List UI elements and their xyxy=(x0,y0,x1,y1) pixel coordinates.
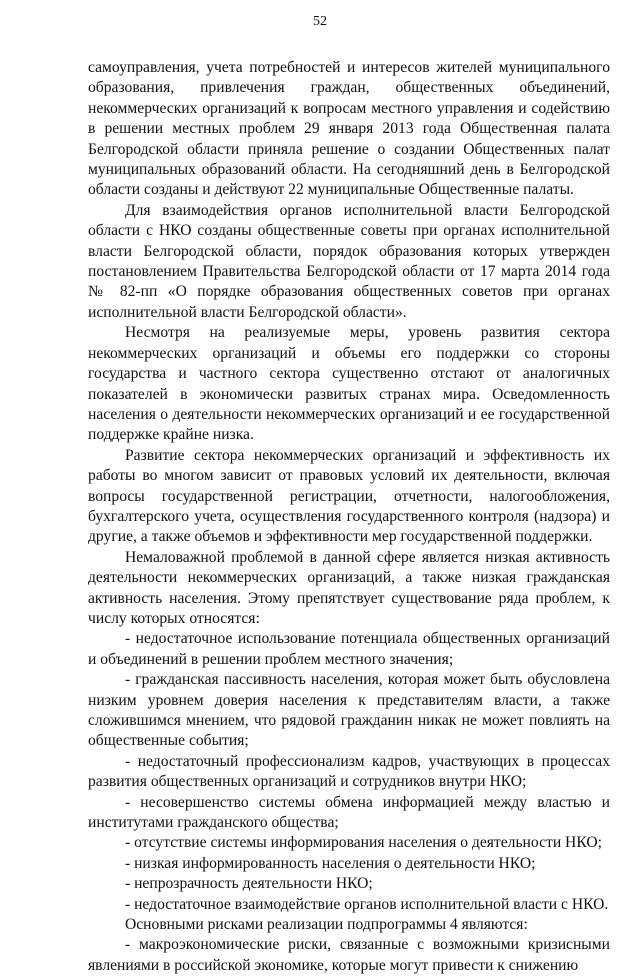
paragraph: самоуправления, учета потребностей и интересов жителей муниципального образования, привлечения граждан, общественных объединений, некоммерческих организаций к вопросам местного управления и содействию в решении местных проблем 29 января 2013 года Общественная палата Белгородской области приняла решение о создании Общественных палат муниципальных образований области. На сегодняшний день в Белгородской области созданы и действуют 22 муниципальные Общественные палаты. xyxy=(88,59,610,199)
paragraph: Немаловажной проблемой в данной сфере является низкая активность деятельности некоммерческих организаций, а также низкая гражданская активность населения. Этому препятствует существование ряда проблем, к числу которых относятся: xyxy=(88,548,610,627)
list-item: - недостаточное взаимодействие органов исполнительной власти с НКО. xyxy=(125,895,609,913)
paragraph: Для взаимодействия органов исполнительной власти Белгородской области с НКО созданы общественные советы при органах исполнительной власти Белгородской области, порядок образования которых утвержден постановлением Правительства Белгородской области от 17 марта 2014 года № 82-пп «О порядке образования общественных советов при органах исполнительной власти Белгородской области». xyxy=(88,201,610,321)
list-item: - недостаточный профессионализм кадров, участвующих в процессах развития общественных организаций и сотрудников внутри НКО; xyxy=(88,752,610,791)
list-item: - макроэкономические риски, связанные с возможными кризисными явлениями в российской экономике, которые могут привести к снижению xyxy=(88,936,610,974)
paragraph: Основными рисками реализации подпрограммы 4 являются: xyxy=(125,916,528,934)
page-number: 52 xyxy=(313,14,327,29)
list-item: - гражданская пассивность населения, которая может быть обусловлена низким уровнем доверия населения к представителям власти, а также сложившимся мнением, что рядовой гражданин никак не может повлиять на общественные события; xyxy=(88,671,610,750)
document-body xyxy=(88,58,610,976)
paragraph: Развитие сектора некоммерческих организаций и эффективность их работы во многом зависит от правовых условий их деятельности, включая вопросы государственной регистрации, отчетности, налогообложения, бухгалтерского учета, осуществления государственного контроля (надзора) и другие, а также объемов и эффективности мер государственной поддержки. xyxy=(88,446,610,546)
list-item: - недостаточное использование потенциала общественных организаций и объединений в решении проблем местного значения; xyxy=(88,630,610,668)
paragraph: Несмотря на реализуемые меры, уровень развития сектора некоммерческих организаций и объемы его поддержки со стороны государства и частного сектора существенно отстают от аналогичных показателей в экономически развитых странах мира. Осведомленность населения о деятельности некоммерческих организаций и ее государственной поддержке крайне низка. xyxy=(88,324,610,444)
list-item: - непрозрачность деятельности НКО; xyxy=(125,875,373,893)
list-item: - несовершенство системы обмена информацией между властью и институтами гражданского общества; xyxy=(88,793,610,832)
list-item: - низкая информированность населения о деятельности НКО; xyxy=(125,854,536,872)
list-item: - отсутствие системы информирования населения о деятельности НКО; xyxy=(125,834,602,852)
